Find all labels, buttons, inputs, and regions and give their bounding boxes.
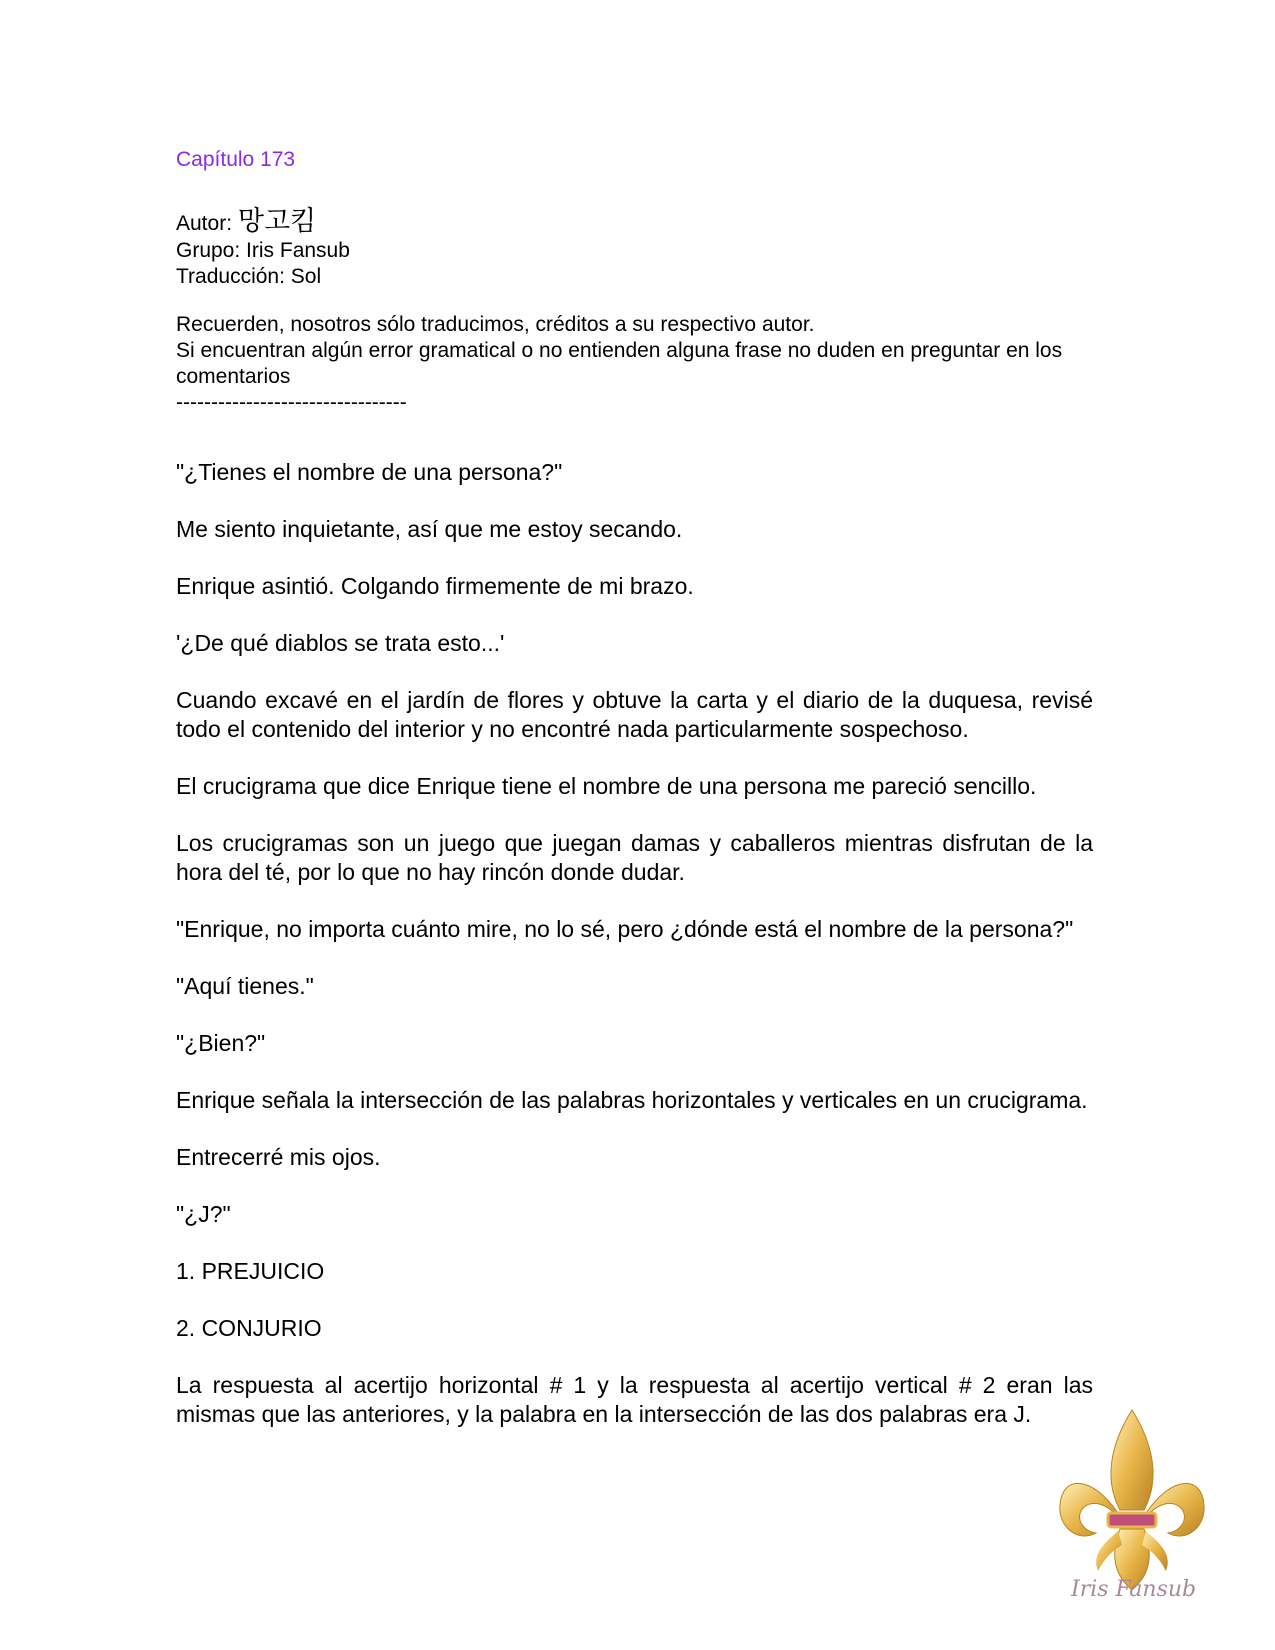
paragraph: "Aquí tienes." xyxy=(176,973,314,999)
notice-line-2: Si encuentran algún error gramatical o no entienden alguna frase no duden en preguntar en los comentarios xyxy=(176,339,1063,388)
paragraph: Cuando excavé en el jardín de flores y obtuve la carta y el diario de la duquesa, revisé todo el contenido del interior y no encontré nada particularmente sospechoso. xyxy=(176,687,1093,742)
document-header xyxy=(176,146,1096,416)
paragraph: 1. PREJUICIO xyxy=(176,1258,325,1284)
paragraph: "¿Bien?" xyxy=(176,1030,266,1056)
paragraph: Los crucigramas son un juego que juegan damas y caballeros mientras disfrutan de la hora del té, por lo que no hay rincón donde dudar. xyxy=(176,830,1093,885)
paragraph: "¿J?" xyxy=(176,1201,231,1227)
paragraph: Entrecerré mis ojos. xyxy=(176,1144,381,1170)
group-line: Grupo: Iris Fansub xyxy=(176,239,350,262)
paragraph: "¿Tienes el nombre de una persona?" xyxy=(176,459,563,485)
paragraph: '¿De qué diablos se trata esto...' xyxy=(176,630,505,656)
author-line xyxy=(176,208,1096,238)
paragraph: El crucigrama que dice Enrique tiene el nombre de una persona me pareció sencillo. xyxy=(176,773,1037,799)
story-body xyxy=(176,458,1093,1457)
translation-line: Traducción: Sol xyxy=(176,265,322,288)
author-name: 망고킴 xyxy=(237,206,317,237)
separator: --------------------------------- xyxy=(176,391,407,414)
chapter-title: Capítulo 173 xyxy=(176,148,296,171)
paragraph: "Enrique, no importa cuánto mire, no lo sé, pero ¿dónde está el nombre de la persona?" xyxy=(176,916,1074,942)
paragraph: 2. CONJURIO xyxy=(176,1315,322,1341)
paragraph: Enrique asintió. Colgando firmemente de mi brazo. xyxy=(176,573,694,599)
paragraph: La respuesta al acertijo horizontal # 1 y la respuesta al acertijo vertical # 2 eran las mismas que las anteriores, y la palabra en la intersección de las dos palabras era J. xyxy=(176,1372,1093,1427)
notice-line-1: Recuerden, nosotros sólo traducimos, créditos a su respectivo autor. xyxy=(176,313,815,336)
watermark-text: Iris Fansub xyxy=(1071,1577,1197,1602)
paragraph: Me siento inquietante, así que me estoy secando. xyxy=(176,516,683,542)
paragraph: Enrique señala la intersección de las palabras horizontales y verticales en un crucigrama. xyxy=(176,1087,1088,1113)
author-label: Autor: xyxy=(176,212,238,235)
